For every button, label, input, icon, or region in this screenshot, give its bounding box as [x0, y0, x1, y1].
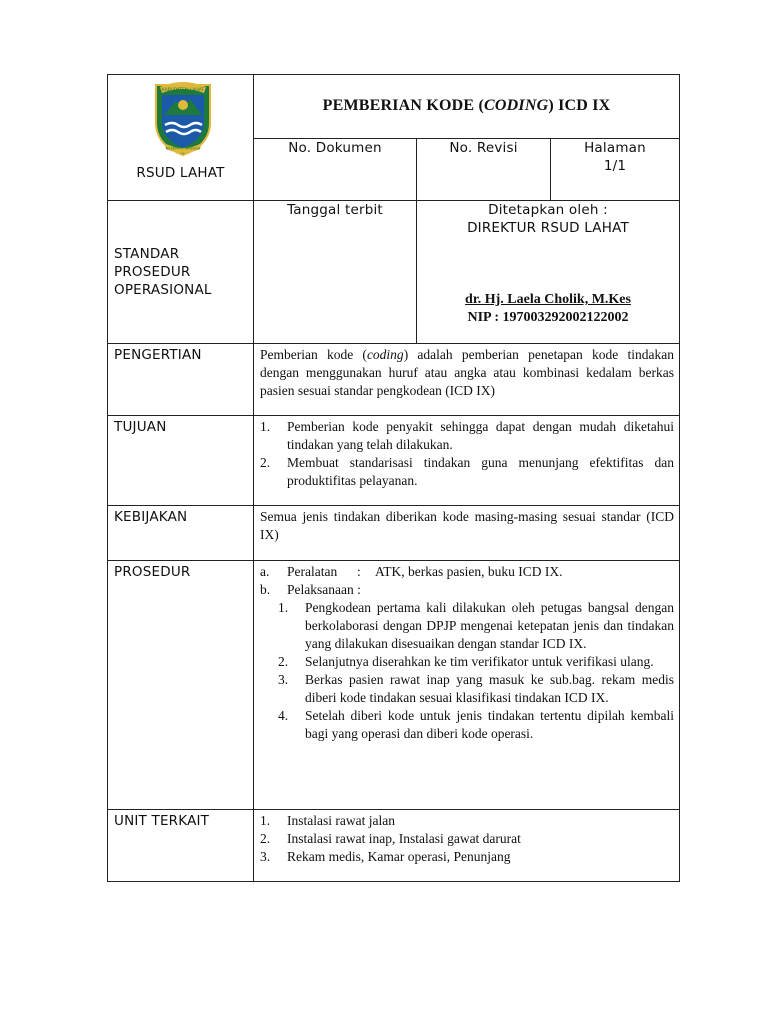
pengertian-text	[260, 346, 674, 400]
approver-name: dr. Hj. Laela Cholik, M.Kes	[465, 292, 631, 307]
unit-item-number: 1.	[260, 813, 271, 828]
document-title	[254, 97, 679, 115]
tujuan-item-number: 2.	[260, 455, 271, 470]
prosedur-step-text: Berkas pasien rawat inap yang masuk ke sub.bag. rekam medis diberi kode tindakan sesuai klasifikasi tindakan ICD IX.	[305, 672, 674, 705]
prosedur-equipment-label: Peralatan	[287, 564, 338, 579]
vline-label-column	[253, 75, 254, 881]
prosedur-equipment-row	[257, 563, 674, 581]
kebijakan-label: KEBIJAKAN	[114, 509, 188, 525]
unit-item	[257, 848, 674, 866]
unit-item-number: 3.	[260, 849, 271, 864]
unit-item-text: Instalasi rawat inap, Instalasi gawat darurat	[287, 831, 521, 846]
prosedur-step	[265, 671, 674, 707]
approval-block	[417, 201, 679, 327]
prosedur-step-number: 3.	[278, 672, 289, 687]
doc-number-label: No. Dokumen	[288, 140, 382, 156]
approver-nip: NIP : 197003292002122002	[467, 310, 629, 325]
title-text-2: ) ICD IX	[548, 97, 611, 114]
kebijakan-text: Semua jenis tindakan diberikan kode masing-masing sesuai standar (ICD IX)	[260, 509, 674, 542]
pengertian-label: PENGERTIAN	[114, 347, 202, 363]
prosedur-step	[265, 707, 674, 743]
revision-label: No. Revisi	[449, 140, 518, 156]
hline-prosedur-bottom	[108, 809, 679, 810]
unit-terkait-label: UNIT TERKAIT	[114, 813, 210, 829]
approver-title: DIREKTUR RSUD LAHAT	[467, 220, 629, 236]
pengertian-italic: coding	[366, 347, 404, 362]
hospital-name: RSUD LAHAT	[136, 165, 225, 181]
prosedur-label: PROSEDUR	[114, 564, 191, 580]
prosedur-step-number: 2.	[278, 654, 289, 669]
prosedur-implementation-label: Pelaksanaan :	[287, 582, 361, 597]
pengertian-text-2: ) adalah pemberian penetapan kode tindakan dengan menggunakan huruf atau angka atau kombinasi kedalam berkas pasien sesuai standar pengkodean (ICD IX)	[260, 347, 674, 398]
page-value: 1/1	[603, 158, 627, 174]
tujuan-item-text: Membuat standarisasi tindakan guna menunjang efektifitas dan produktifitas pelayanan.	[287, 455, 674, 488]
tujuan-item-text: Pemberian kode penyakit sehingga dapat dengan mudah diketahui tindakan yang telah dilakukan.	[287, 419, 674, 452]
unit-item	[257, 830, 674, 848]
prosedur-b-marker: b.	[260, 582, 271, 597]
unit-item-number: 2.	[260, 831, 271, 846]
title-text-1: PEMBERIAN KODE (	[322, 97, 485, 114]
logo-top-text: KABUPATEN LAHAT	[161, 88, 205, 93]
hline-tujuan-bottom	[108, 505, 679, 506]
prosedur-step	[265, 599, 674, 653]
issue-date-label: Tanggal terbit	[287, 202, 383, 218]
page-label: Halaman	[584, 140, 646, 156]
sop-label: STANDAR PROSEDUR OPERASIONAL	[114, 246, 212, 298]
tujuan-item-number: 1.	[260, 419, 271, 434]
prosedur-implementation-row	[257, 581, 674, 599]
prosedur-step-text: Pengkodean pertama kali dilakukan oleh petugas bangsal dengan berkolaborasi dengan DPJP mengenai ketepatan jenis dan tindakan yang dilakukan disesuaikan dengan standar ICD IX.	[305, 600, 674, 651]
prosedur-step-number: 4.	[278, 708, 289, 723]
tujuan-list	[257, 418, 674, 490]
logo-cell	[108, 75, 253, 200]
unit-item-text: Instalasi rawat jalan	[287, 813, 395, 828]
prosedur-equipment-sep: :	[357, 564, 361, 579]
title-italic-text: CODING	[484, 97, 549, 114]
prosedur-step-number: 1.	[278, 600, 289, 615]
pengertian-text-1: Pemberian kode (	[260, 347, 367, 362]
page-info	[551, 139, 679, 175]
prosedur-content	[257, 563, 674, 743]
lahat-regency-logo	[152, 79, 214, 157]
prosedur-equipment-value: ATK, berkas pasien, buku ICD IX.	[375, 564, 563, 579]
hline-sop-bottom	[108, 343, 679, 344]
sop-document-table	[107, 74, 680, 882]
prosedur-step	[265, 653, 674, 671]
prosedur-step-text: Setelah diberi kode untuk jenis tindakan tertentu dipilah kembali bagi yang operasi dan diberi kode operasi.	[305, 708, 674, 741]
hline-kebijakan-bottom	[108, 560, 679, 561]
hline-pengertian-bottom	[108, 415, 679, 416]
logo-motto-text: BESEMAH RANGGA	[165, 146, 201, 151]
prosedur-step-text: Selanjutnya diserahkan ke tim verifikator untuk verifikasi ulang.	[305, 654, 654, 669]
prosedur-steps	[265, 599, 674, 743]
tujuan-item	[257, 418, 674, 454]
unit-item	[257, 812, 674, 830]
unit-item-text: Rekam medis, Kamar operasi, Penunjang	[287, 849, 511, 864]
prosedur-a-marker: a.	[260, 564, 270, 579]
unit-terkait-list	[257, 812, 674, 866]
approved-by-label: Ditetapkan oleh :	[488, 202, 608, 218]
tujuan-item	[257, 454, 674, 490]
tujuan-label: TUJUAN	[114, 419, 167, 435]
